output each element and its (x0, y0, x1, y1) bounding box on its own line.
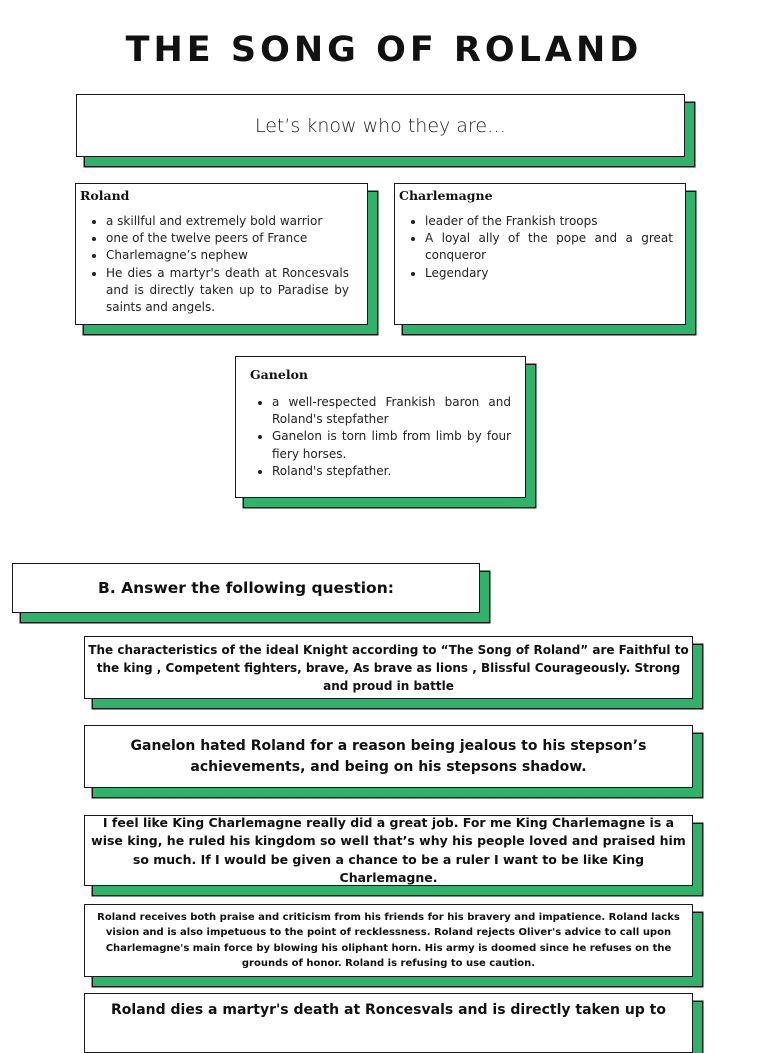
answer-text: Ganelon hated Roland for a reason being jealous to his stepson’s achievements, and being on his stepsons shadow. (130, 737, 647, 775)
trait-list (395, 213, 685, 282)
character-card-charlemagne (394, 183, 686, 325)
section-b-label: B. Answer the following question: (98, 579, 394, 597)
trait-list (76, 213, 367, 316)
character-name: Charlemagne (399, 188, 493, 203)
intro-text: Let’s know who they are… (254, 114, 507, 137)
answer-text: The characteristics of the ideal Knight according to “The Song of Roland” are Faithful to the king , Competent fighters, brave, As brave as lions , Blissful Courageously. Strong and proud in battle (88, 642, 689, 693)
trait-item: • a well-respected Frankish baron and Roland's stepfather (272, 394, 511, 428)
answer-box-3 (84, 815, 693, 886)
trait-item: • He dies a martyr's death at Roncesvals and is directly taken up to Paradise by saints and angels. (106, 265, 349, 317)
character-card-roland (75, 183, 368, 325)
trait-item: • Roland's stepfather. (272, 463, 511, 480)
character-name: Ganelon (250, 367, 308, 382)
answer-box-1 (84, 636, 693, 699)
answer-box-2 (84, 725, 693, 788)
trait-item: • leader of the Frankish troops (425, 213, 673, 230)
trait-item: • a skillful and extremely bold warrior (106, 213, 349, 230)
answer-box-4 (84, 904, 693, 977)
answer-text: Roland dies a martyr's death at Roncesvals and is directly taken up to (111, 1002, 666, 1018)
trait-item: • A loyal ally of the pope and a great conqueror (425, 230, 673, 264)
character-card-ganelon (235, 356, 526, 498)
answer-text: Roland receives both praise and criticism from his friends for his bravery and impatience. Roland lacks vision and is also impetuous to the point of recklessness. Roland rejects Oliver's advice to call upon Charlemagne's main force by blowing his oliphant horn. His army is doomed since he refuses on the grounds of honor. Roland is refusing to use caution. (97, 912, 680, 969)
section-b-heading (12, 563, 480, 613)
intro-banner (76, 94, 685, 157)
trait-item: • one of the twelve peers of France (106, 230, 349, 247)
trait-item: • Ganelon is torn limb from limb by four fiery horses. (272, 428, 511, 462)
trait-item: • Legendary (425, 265, 673, 282)
answer-box-5 (84, 993, 693, 1053)
trait-item: • Charlemagne’s nephew (106, 247, 349, 264)
character-name: Roland (80, 188, 130, 203)
trait-list (236, 394, 525, 480)
page-title: THE SONG OF ROLAND (125, 30, 643, 70)
answer-text: I feel like King Charlemagne really did a great job. For me King Charlemagne is a wise king, he ruled his kingdom so well that’s why his people loved and praised him so much. If I would be given a chance to be a ruler I want to be like King Charlemagne. (91, 814, 686, 885)
